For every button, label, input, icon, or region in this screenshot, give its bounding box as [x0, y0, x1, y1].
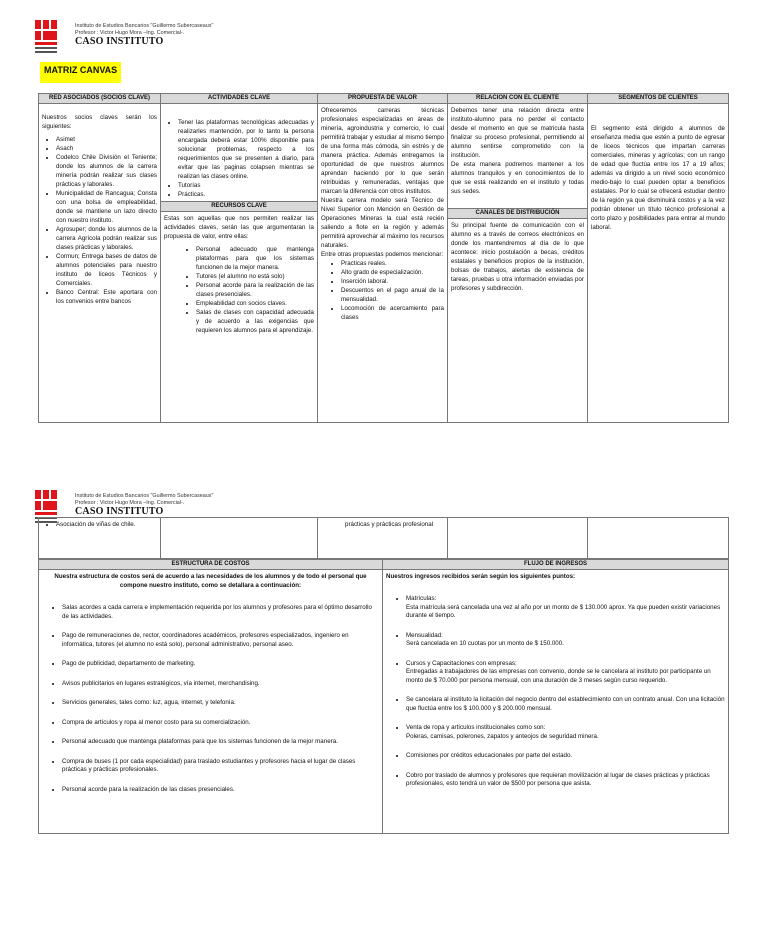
list-item: • Municipalidad de Rancagua; Consta con una bolsa de empleabilidad, donde se mantiene un lazo directo con nuestro instituto.	[56, 189, 157, 225]
list-item: • Practicas reales.	[341, 259, 444, 268]
costos-list	[48, 604, 379, 794]
professor-name: : Victor Hugo Mora –Ing. Comercial-.	[96, 30, 185, 36]
ingreso-body: Poleras, camisas, polerones, zapatos y anteojos de seguridad minera.	[406, 732, 599, 740]
cont-propuesta-text: prácticas y prácticas profesional	[345, 521, 434, 528]
list-item	[406, 660, 725, 686]
recursos-list	[182, 245, 314, 335]
caso-title: CASO INSTITUTO	[75, 36, 164, 47]
list-item: • Tutores (el alumno no está solo)	[196, 272, 314, 281]
propuesta-p2: Nuestra carrera modelo será Técnico de Nivel Superior con Mención en Gestión de Operaciones Mineras la cual está recién saliendo a flote en la región y además permitirá aprovechar al máximo los recursos naturales.	[321, 197, 444, 249]
cont-segmentos-cell	[588, 518, 729, 559]
list-item: • Pago de publicidad, departamento de marketing.	[62, 660, 379, 669]
relacion-p1: Debemos tener una relación directa entre instituto-alumno para no perder el contacto desde el momento en que se matricula hasta finalizar su proceso profesional, permitiendo al alumno sentirse comprometido con la institución.	[451, 107, 584, 159]
ingresos-header: FLUJO DE INGRESOS	[383, 560, 729, 570]
cont-actividades-cell	[161, 518, 318, 559]
list-item	[406, 632, 725, 649]
list-item	[406, 724, 725, 741]
list-item: • Codelco Chile División el Teniente; donde los alumnos de la carrera minería podrán realizar sus clases prácticas y laborales.	[56, 153, 157, 189]
ingreso-title: • Cobro por traslado de alumnos y profesores que requieran movilización al lugar de clases prácticas y prácticas profesionales, esto tendrá un valor de $500 por persona que asista.	[406, 771, 710, 787]
cont-relacion-cell	[448, 518, 588, 559]
professor-name: : Victor Hugo Mora –Ing. Comercial-.	[96, 500, 185, 506]
ingreso-title: • Venta de ropa y artículos institucionales como son:	[406, 724, 546, 731]
header-segmentos: SEGMENTOS DE CLIENTES	[588, 94, 729, 104]
propuesta-p3: Entre otras propuestas podemos mencionar:	[321, 251, 444, 258]
list-item	[406, 595, 725, 621]
relacion-p2: De esta manera podremos mantener a los alumnos tranquilos y en conocimientos de lo que se está realizando en el instituto y todas sus sedes.	[451, 161, 584, 195]
propuesta-cell	[318, 104, 448, 423]
segmentos-text: El segmento está dirigido a alumnos de enseñanza media que estén a punto de egresar de liceos técnicos que impartan carreras comerciales, mineras y agrícolas; con un rango de edad que fluctúa entre los 17 a 19 años; además va dirigido a un nivel socio económico medio-bajo lo cual pueden optar a beneficios estatales. Por lo cual se ofrecerá estudiar dentro de la región ya que disminuirá costos y a la vez podrán obtener un título técnico profesional a corto plazo y posibilidades para entrar al mundo laboral.	[591, 125, 725, 231]
ingresos-list	[392, 595, 725, 789]
list-item: • Pago de remuneraciones de, rector, coordinadores académicos, profesores especializados, ingeniero en informática, tutores (el alumno no está solo), personal administrativo, personal aseo.	[62, 632, 379, 649]
list-item	[406, 752, 725, 761]
list-item: • Servicios generales, tales como: luz, agua, internet, y telefonía.	[62, 699, 379, 708]
recursos-header: RECURSOS CLAVE	[161, 201, 317, 212]
costos-cell	[39, 570, 383, 834]
header-propuesta: PROPUESTA DE VALOR	[318, 94, 448, 104]
caso-title: CASO INSTITUTO	[75, 506, 164, 517]
institute-name: Instituto de Estudios Bancarios "Guillermo Subercaseaux"	[75, 23, 214, 29]
propuesta-p1: Ofreceremos carreras técnicas profesionales especializadas en áreas de minería, agroindustria y comercio, lo cual permitirá trabajar y estudiar al mismo tiempo de una forma más cómoda, sin estrés y de manera práctica. Además entregamos la oportunidad de que nuestros alumnos aprendan haciendo por lo que serán retribuidas y remuneradas, ventajas que marcan la diferencia con otros institutos.	[321, 107, 444, 195]
actividades-cell	[161, 104, 318, 423]
canvas-title: MATRIZ CANVAS	[40, 62, 121, 83]
recursos-intro: Estas son aquellas que nos permiten realizar las actividades claves, serán las que argumentaran la propuesta de valor, entre ellas:	[164, 215, 314, 240]
list-item: • Banco Central: Este aportara con los convenios entre bancos	[56, 288, 157, 306]
list-item: • Tutorías	[178, 181, 314, 190]
ingreso-title: • Matrículas:	[406, 595, 437, 602]
segmentos-cell	[588, 104, 729, 423]
header-relacion: RELACIÓN CON EL CLIENTE	[448, 94, 588, 104]
professor-label: Profesor	[75, 500, 96, 506]
list-item: • Salas acordes a cada carrera e implementación requerida por los alumnos y profesores para el óptimo desarrollo de las actividades.	[62, 604, 379, 621]
continuation-table	[38, 517, 729, 559]
ingreso-body: Esta matrícula será cancelada una vez al año por un monto de $ 130.000 aprox. Ya que pueden existir variaciones durante el tiempo.	[406, 603, 721, 619]
actividades-list	[164, 118, 314, 199]
canvas-table	[38, 93, 729, 423]
list-item: • Asimet	[56, 135, 157, 144]
cont-socios-cell	[39, 518, 161, 559]
canales-header: CANALES DE DISTRIBUCIÓN	[448, 208, 587, 219]
ingreso-title: • Cursos y Capacitaciones con empresas:	[406, 659, 517, 667]
list-item: • Salas de clases con capacidad adecuada y de acuerdo a las exigencias que requieren los alumnos para el aprendizaje.	[196, 308, 314, 335]
socios-intro: Nuestros socios claves serán los siguientes:	[42, 114, 157, 130]
institute-logo	[35, 20, 63, 58]
list-item: • Personal adecuado que mantenga plataformas para que los sistemas funcionen de la mejor manera.	[62, 738, 379, 747]
institute-name: Instituto de Estudios Bancarios "Guillermo Subercaseaux"	[75, 493, 214, 499]
page1-header	[35, 20, 735, 70]
list-item: • Cormun; Entrega bases de datos de alumnos potenciales para nuestro instituto de liceos Técnicos y Comerciales.	[56, 252, 157, 288]
list-item: • Agrosuper; donde los alumnos de la carrera Agrícola podrán realizar sus clases prácticas y laborales.	[56, 225, 157, 252]
header-socios: RED ASOCIADOS (SOCIOS CLAVE)	[39, 94, 161, 104]
costos-header: ESTRUCTURA DE COSTOS	[39, 560, 383, 570]
list-item	[406, 696, 725, 713]
ingresos-cell	[383, 570, 729, 834]
ingreso-title: • Mensualidad:	[406, 631, 443, 639]
list-item: • Locomoción de acercamiento para clases	[341, 304, 444, 322]
canales-text: Su principal fuente de comunicación con el alumno es a través de correos electrónicos en donde los mantendremos al día de lo que acontece: inicio postulación a becas, créditos estatales y beneficios propios de la institución, bolsas de trabajos, alertas de existencia de tareas, pruebas u otra información enviadas por profesores y subdirección.	[451, 222, 584, 292]
list-item: • Compra de artículos y ropa al menor costo para su comercialización.	[62, 719, 379, 728]
list-item: • Personal acorde para la realización de las clases presenciales.	[62, 786, 379, 795]
costs-income-table	[38, 559, 729, 834]
ingreso-body: Será cancelada en 10 cuotas por un monto de $ 150.000.	[406, 640, 564, 647]
ingreso-title: • Comisiones por créditos educacionales por parte del estado.	[406, 752, 573, 759]
list-item: • Avisos publicitarios en lugares estratégicos, vía internet, merchandising.	[62, 680, 379, 689]
list-item: • Empleabilidad con socios claves.	[196, 299, 314, 308]
list-item: • Personal acorde para la realización de las clases presenciales.	[196, 281, 314, 299]
professor-label: Profesor	[75, 30, 96, 36]
list-item: • Descuentos en el pago anual de la mensualidad.	[341, 286, 444, 304]
list-item: • Tener las plataformas tecnológicas adecuadas y realizarles mantención, por lo tanto la persona encargada deberá estar 100% disponible para solucionar problemas, respecto a los requerimientos que se presenten a diario, para evitar que las paginas colapsen mientras se realizan las clases online.	[178, 118, 314, 181]
list-item: • Compra de buses (1 por cada especialidad) para traslado estudiantes y profesores hacia el lugar de clases prácticas y prácticas profesionales.	[62, 758, 379, 775]
cont-propuesta-cell	[318, 518, 448, 559]
list-item: • Inserción laboral.	[341, 277, 444, 286]
list-item: • Asociación de viñas de chile.	[56, 520, 157, 529]
list-item: • Alto grado de especialización.	[341, 268, 444, 277]
list-item: • Prácticas.	[178, 190, 314, 199]
list-item	[406, 772, 725, 789]
socios-cell	[39, 104, 161, 423]
header-actividades: ACTIVIDADES CLAVE	[161, 94, 318, 104]
relacion-cell	[448, 104, 588, 423]
list-item: • Personal adecuado que mantenga plataformas para que los sistemas funcionen de la mejor manera.	[196, 245, 314, 272]
ingreso-body: Entregadas a trabajadores de las empresas con convenio, donde se le cancelara al instituto por participante un monto de $ 70.000 por persona mensual, con una duración de 3 meses según curso requerido.	[406, 668, 711, 684]
propuesta-list	[327, 259, 444, 322]
list-item: • Asach	[56, 144, 157, 153]
ingreso-title: • Se cancelara al instituto la licitación del negocio dentro del establecimiento con un contrato anual. Con una licitación que fluctúa entre los $ 100.000 y $ 200.000 mensual.	[406, 696, 725, 712]
ingresos-intro: Nuestros ingresos recibidos serán según los siguientes puntos:	[386, 573, 576, 580]
cont-socios-list	[42, 520, 157, 529]
socios-list	[42, 135, 157, 306]
costos-intro: Nuestra estructura de costos será de acuerdo a las necesidades de los alumnos y de todo el personal que compone nuestro instituto, como se detallara a continuación:	[54, 573, 367, 589]
